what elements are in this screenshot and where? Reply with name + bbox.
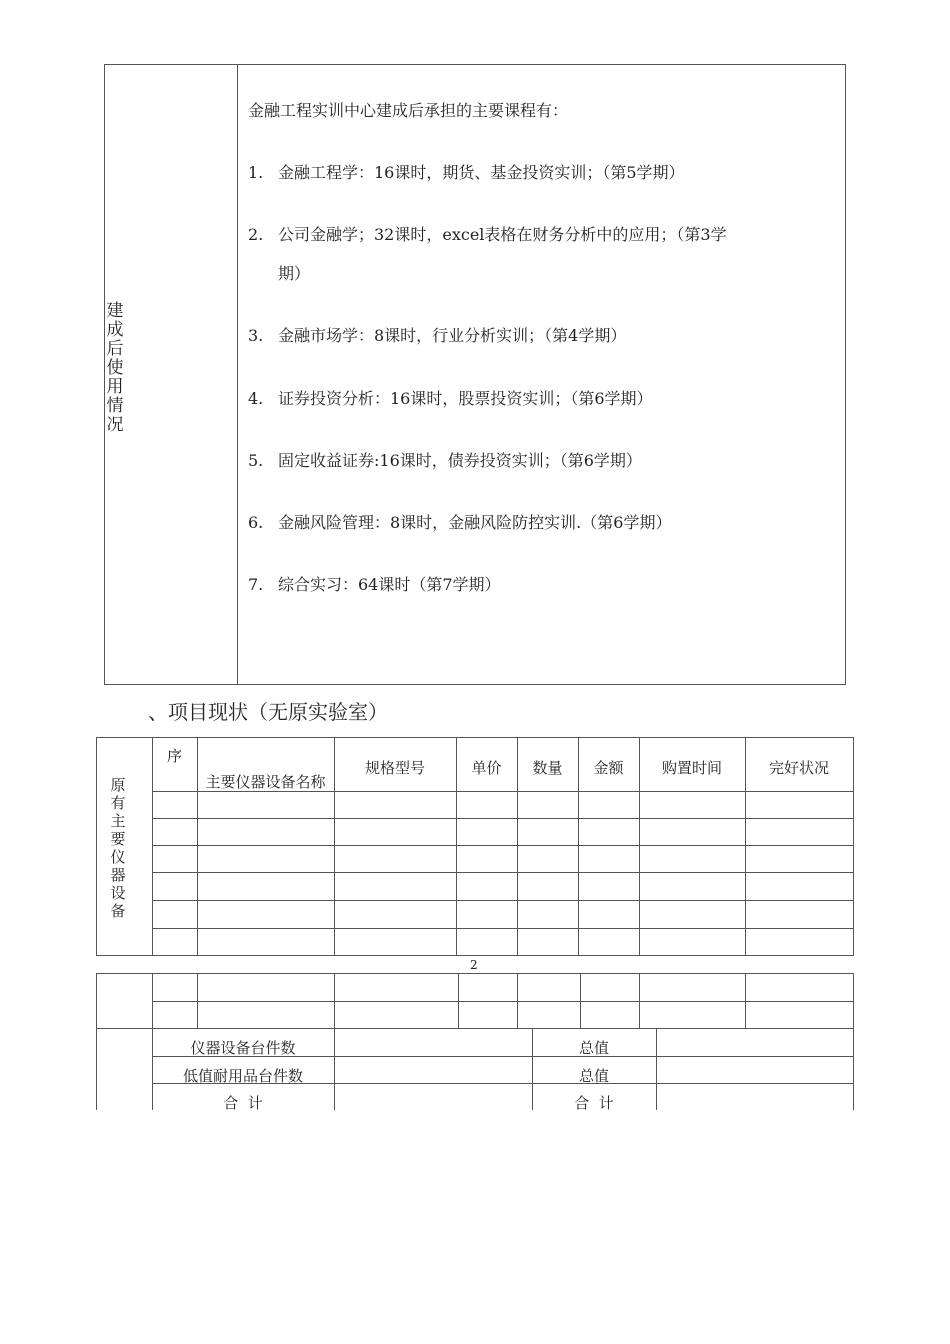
- header-name: 主要仪器设备名称: [205, 773, 326, 791]
- course-item: 5. 固定收益证券:16课时，债券投资实训；（第6学期）: [248, 451, 642, 470]
- summary-durables-count-label: 低值耐用品台件数: [182, 1067, 303, 1085]
- summary-equipment-total-label: 总值: [578, 1039, 609, 1057]
- summary-durables-total-label: 总值: [578, 1067, 609, 1085]
- course-item: 4. 证券投资分析：16课时，股票投资实训；（第6学期）: [248, 389, 653, 408]
- header-model: 规格型号: [364, 759, 425, 777]
- summary-total-value-label: 合 计: [574, 1094, 614, 1112]
- summary-equipment-count-label: 仪器设备台件数: [190, 1039, 296, 1057]
- course-item: 7. 综合实习：64课时（第7学期）: [248, 575, 501, 594]
- header-qty: 数量: [532, 759, 563, 777]
- equipment-side-label: 原有主要仪器设备: [110, 776, 126, 920]
- section-title: 、项目现状（无原实验室）: [148, 700, 388, 724]
- header-amount: 金额: [593, 759, 624, 777]
- header-condition: 完好状况: [768, 759, 829, 777]
- course-item: 1. 金融工程学：16课时，期货、基金投资实训；（第5学期）: [248, 163, 685, 182]
- course-item: 3. 金融市场学：8课时，行业分析实训；（第4学期）: [248, 326, 627, 345]
- header-date: 购置时间: [661, 759, 722, 777]
- courses-intro: 金融工程实训中心建成后承担的主要课程有：: [248, 101, 569, 120]
- page-number: 2: [470, 958, 478, 972]
- course-item: 6. 金融风险管理：8课时，金融风险防控实训.（第6学期）: [248, 513, 672, 532]
- summary-total-label: 合 计: [223, 1094, 263, 1112]
- header-price: 单价: [471, 759, 502, 777]
- header-seq: 序: [166, 747, 182, 765]
- course-item: 2. 公司金融学；32课时，excel表格在财务分析中的应用；（第3学: [248, 225, 727, 244]
- usage-side-label: 建成后使用情况: [106, 301, 124, 435]
- course-item-continuation: 期）: [278, 264, 311, 283]
